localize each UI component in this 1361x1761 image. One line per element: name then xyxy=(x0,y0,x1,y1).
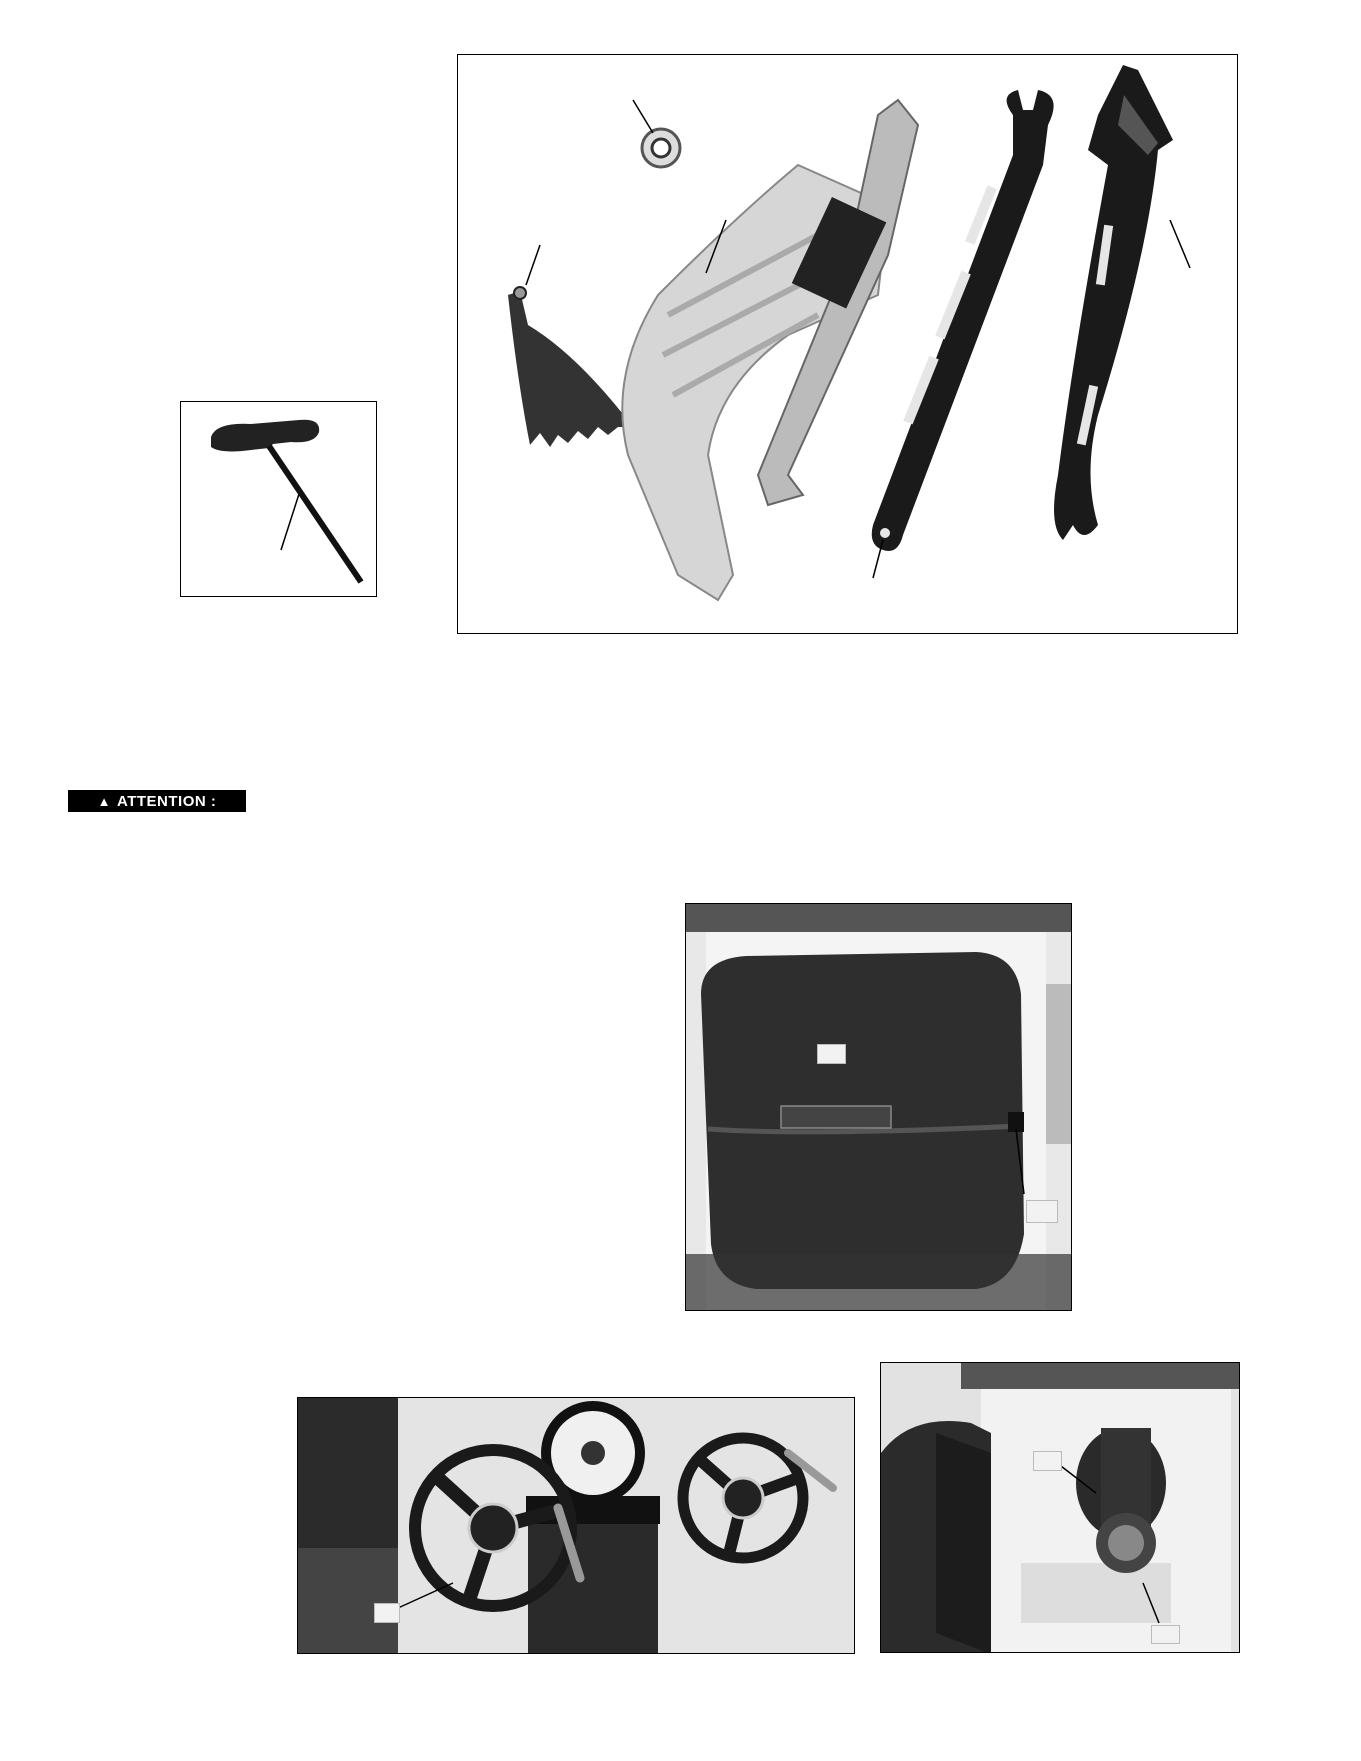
attention-label xyxy=(68,790,246,812)
t-handle-wrench-figure xyxy=(180,401,377,597)
motor-cover-illustration xyxy=(686,904,1072,1311)
callout-tag xyxy=(1151,1625,1180,1644)
callout-tag xyxy=(1026,1200,1058,1223)
warning-triangle-icon: ▲ xyxy=(97,793,111,809)
blade-tilt-handwheel-icon xyxy=(683,1438,833,1558)
push-stick-icon xyxy=(1054,65,1190,540)
callout-tag xyxy=(817,1044,846,1064)
motor-cabinet-photo xyxy=(880,1362,1240,1653)
accessories-figure xyxy=(457,54,1238,634)
anti-kickback-pawl-icon xyxy=(508,245,633,447)
attention-text: ATTENTION : xyxy=(117,792,217,810)
callout-leader-line xyxy=(281,494,299,550)
callout-tag xyxy=(1033,1451,1062,1471)
motor-cover-photo xyxy=(685,903,1072,1311)
arbor-nut-icon xyxy=(633,100,680,167)
handwheels-photo xyxy=(297,1397,855,1654)
t-handle-wrench-illustration xyxy=(181,402,377,597)
callout-tag xyxy=(374,1603,400,1623)
motor-cabinet-illustration xyxy=(881,1363,1240,1653)
accessories-illustration xyxy=(458,55,1238,634)
